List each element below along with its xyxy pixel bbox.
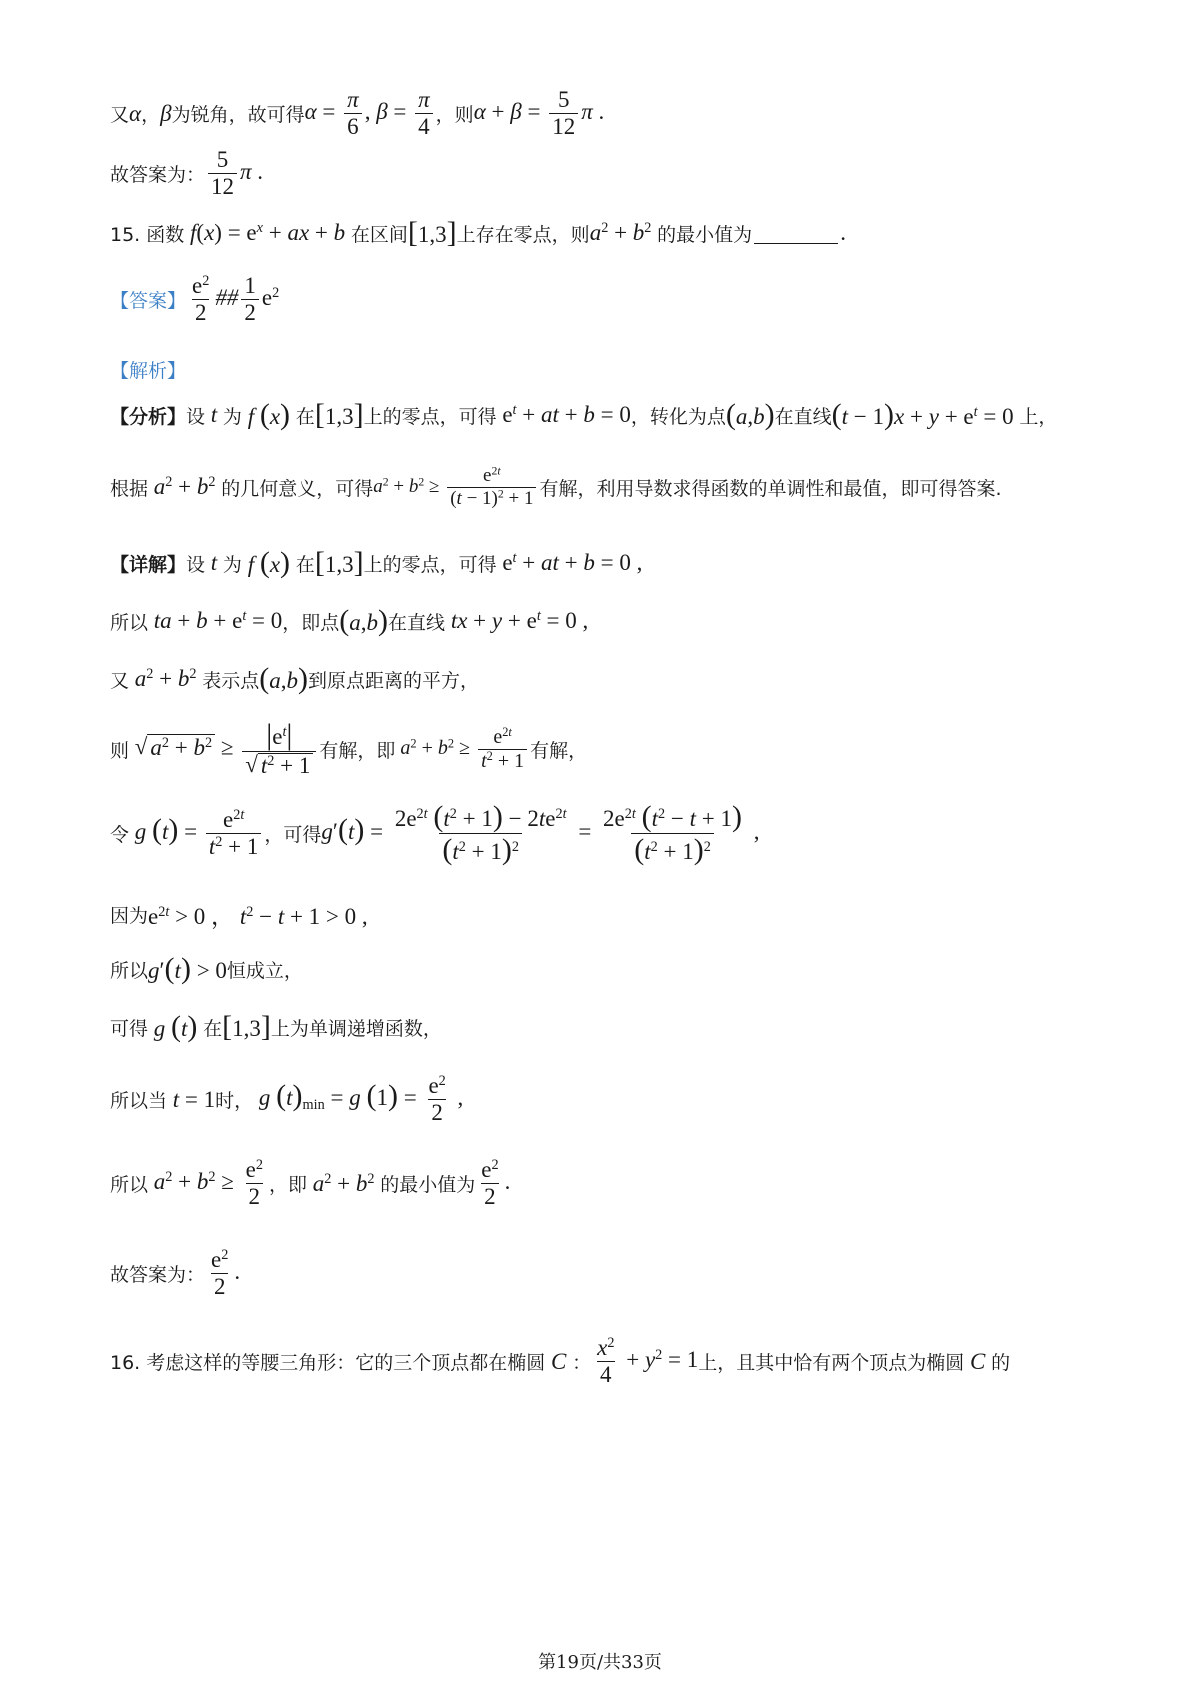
ze-line: 则 √ $a^2 + b^2$ ≥ $|e^t|$ √ $t^2 + 1$ 有解，即 $a^2 + b^2$ ≥ $\frac{e^{2t}}{t^2 + 1}$ 有解， <box>110 718 588 778</box>
suoyi-line-2: 所以 g′(t) > 0 恒成立， <box>110 952 303 985</box>
question-15: 15. 函数 $f(x) = e^x$ + ax + b 在区间 [1,3] 上存在零点，则 $a^2 + b^2$ 的最小值为 . <box>110 216 846 249</box>
suoyi-line-1: 所以 ta + $b + e^t = 0$ ，即点 (a,b) 在直线 tx + $y + e^t = 0$ , <box>110 604 589 637</box>
alpha-beta-values: α = $\frac{\pi}{6}$ , β = $\frac{\pi}{4}$ <box>305 88 436 139</box>
final-answer-line: 故答案为： $\frac{e^2}{2}$ . <box>110 1247 241 1300</box>
ling-line: 令 g (t) = $\frac{e^{2t}}{t^2 + 1}$ ，可得 g′(t) = $\frac{2e^{2t} (t^2 + 1) - 2te^{2t}}{(t^2 + 1)^2}$ = $\frac{2e^{2t} (t^2 - t + 1)}{(t^2 + 1)^2}$ , <box>110 800 760 866</box>
page-footer: 第19页/共33页 <box>538 1652 662 1673</box>
dang-line: 所以当 t = 1 时， g $(t)_{min} = g$ (1) = $\frac{e^2}{2}$ , <box>110 1073 464 1126</box>
line-answer-first: 故答案为： $\frac{5}{12}$ π . <box>110 147 264 200</box>
question-16: 16. 考虑这样的等腰三角形：它的三个顶点都在椭圆 C ： $\frac{x^2}{4}$ + $y^2 = 1$ 上，且其中恰有两个顶点为椭圆 C 的 <box>110 1335 1011 1388</box>
line-acute-angles: 又 α ， β 为锐角，故可得 α = $\frac{\pi}{6}$ , β = $\frac{\pi}{4}$ ，则 α + β = $\frac{5}{12}$ π . <box>110 87 605 140</box>
answer-blank <box>754 223 838 244</box>
yinwei-line: 因为 $e^{2t} > 0$ ， $t^2 - t + 1 > 0$ , <box>110 904 368 929</box>
fenxi-line: 【分析】 设 t 为 f (x) 在 [1,3] 上的零点，可得 $e^t$ + at + b = 0 ，转化为点 (a,b) 在直线 $(t - 1)x + y + e^t = 0$ 上， <box>110 398 1058 431</box>
suoyi-line-3: 所以 $a^2 + b^2$ ≥ $\frac{e^2}{2}$ ，即 $a^2 + b^2$ 的最小值为 $\frac{e^2}{2}$ . <box>110 1157 511 1210</box>
genju-line: 根据 $a^2 + b^2$ 的几何意义，可得 $a^2 + b^2$ ≥ $\frac{e^{2t}}{(t - 1)^2 + 1}$ 有解，利用导数求得函数的单调性和最值，即可得答案. <box>110 464 1002 509</box>
answer-row: 【答案】 $\frac{e^2}{2}$ ## $\frac{1}{2}$ $e^2$ <box>110 273 280 326</box>
analysis-label-row <box>110 356 186 383</box>
xiangjie-line: 【详解】 设 t 为 f (x) 在 [1,3] 上的零点，可得 $e^t$ + at + b = 0 , <box>110 546 643 579</box>
analysis-label: 【解析】 <box>110 360 187 382</box>
answer-label: 【答案】 <box>110 290 187 313</box>
kede-line: 可得 g (t) 在 [1,3] 上为单调递增函数， <box>110 1010 442 1043</box>
you-line: 又 $a^2 + b^2$ 表示点 (a,b) 到原点距离的平方， <box>110 662 480 695</box>
